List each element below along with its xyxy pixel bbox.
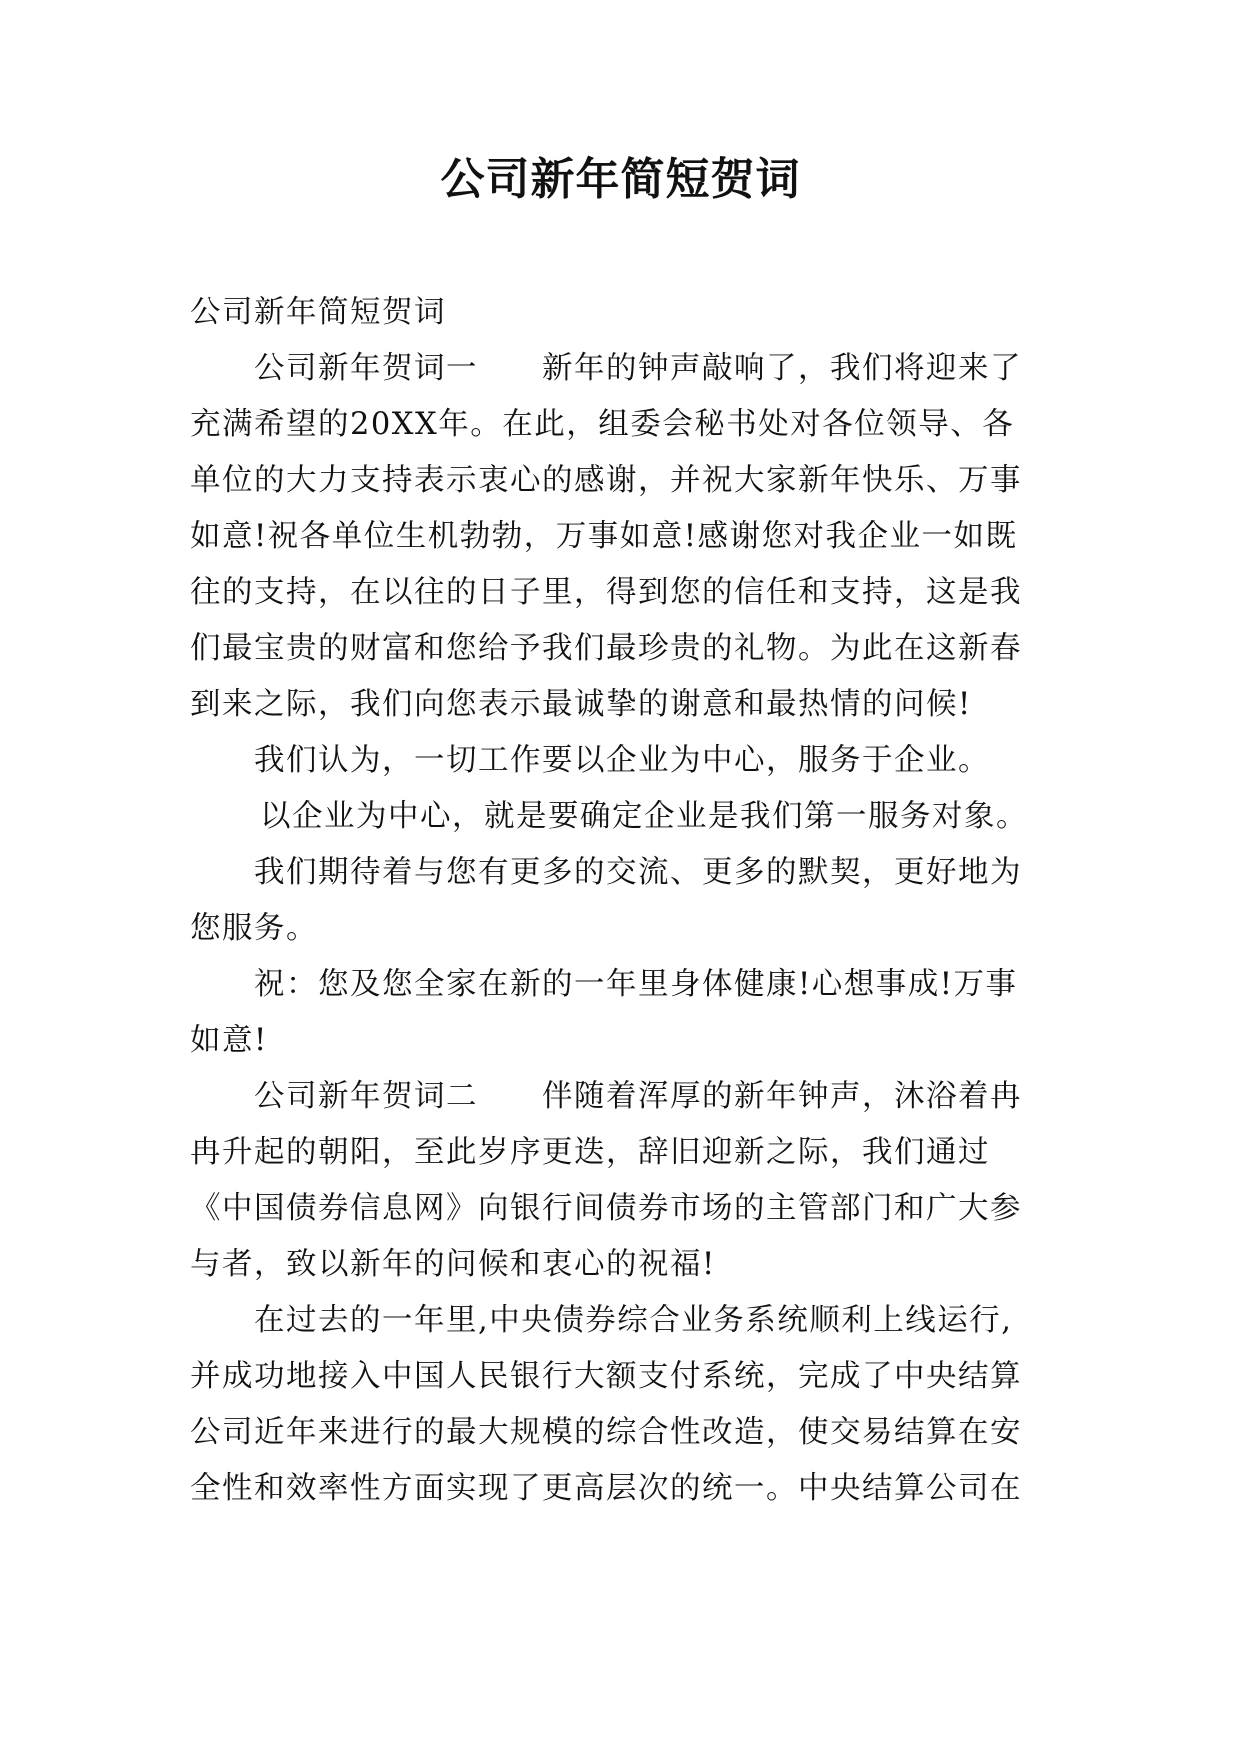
paragraph-line: 并成功地接入中国人民银行大额支付系统，完成了中央结算	[190, 1359, 1022, 1394]
paragraph-line: 如意!祝各单位生机勃勃，万事如意!感谢您对我企业一如既	[190, 519, 1018, 554]
paragraph-line: 我们认为，一切工作要以企业为中心，服务于企业。	[254, 743, 990, 778]
paragraph-line: 冉升起的朝阳，至此岁序更迭，辞旧迎新之际，我们通过	[190, 1135, 990, 1170]
paragraph-line: 在过去的一年里,中央债券综合业务系统顺利上线运行,	[254, 1303, 1013, 1338]
paragraph-line: 往的支持，在以往的日子里，得到您的信任和支持，这是我	[190, 575, 1022, 610]
paragraph-line: 《中国债券信息网》向银行间债券市场的主管部门和广大参	[190, 1191, 1022, 1226]
paragraph-line: 我们期待着与您有更多的交流、更多的默契，更好地为	[254, 855, 1022, 890]
paragraph-line: 祝：您及您全家在新的一年里身体健康!心想事成!万事	[254, 967, 1018, 1002]
paragraph-line: 与者，致以新年的问候和衷心的祝福!	[190, 1247, 716, 1282]
document-body	[190, 285, 1060, 1517]
paragraph-line: 充满希望的20XX年。在此，组委会秘书处对各位领导、各	[190, 407, 1015, 442]
paragraph-line: 到来之际，我们向您表示最诚挚的谢意和最热情的问候!	[190, 687, 972, 722]
section-heading: 公司新年简短贺词	[190, 295, 446, 330]
paragraph-line: 公司新年贺词二 伴随着浑厚的新年钟声，沐浴着冉	[254, 1079, 1022, 1114]
paragraph-line: 如意!	[190, 1023, 268, 1058]
paragraph-line: 以企业为中心，就是要确定企业是我们第一服务对象。	[260, 799, 1028, 834]
paragraph-line: 您服务。	[190, 911, 318, 946]
paragraph-line: 公司新年贺词一 新年的钟声敲响了，我们将迎来了	[254, 351, 1022, 386]
paragraph-line: 公司近年来进行的最大规模的综合性改造，使交易结算在安	[190, 1415, 1022, 1450]
document-title: 公司新年简短贺词	[440, 154, 801, 205]
paragraph-line: 单位的大力支持表示衷心的感谢，并祝大家新年快乐、万事	[190, 463, 1022, 498]
paragraph-line: 们最宝贵的财富和您给予我们最珍贵的礼物。为此在这新春	[190, 631, 1022, 666]
paragraph-line: 全性和效率性方面实现了更高层次的统一。中央结算公司在	[190, 1471, 1022, 1506]
